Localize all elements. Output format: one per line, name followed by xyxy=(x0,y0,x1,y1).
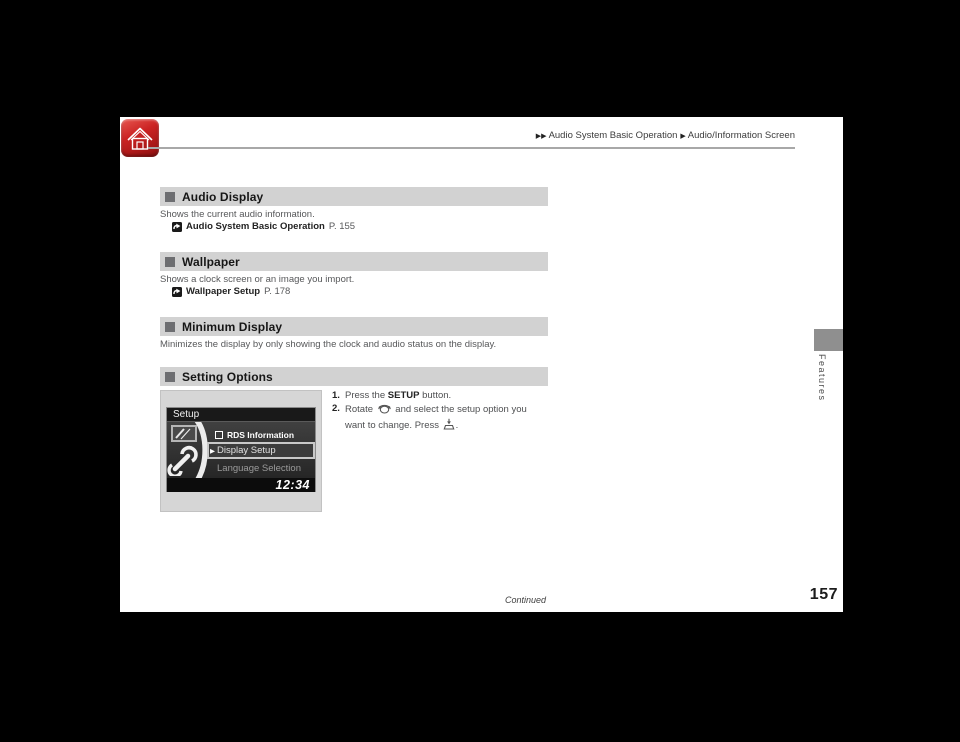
step-text-part: want to change. Press xyxy=(345,420,442,431)
breadcrumb-arrow-icon: ▶ xyxy=(680,132,686,140)
reference-page: P. 155 xyxy=(328,221,356,232)
section-header-wallpaper xyxy=(160,252,548,271)
breadcrumb-subsection-link[interactable]: Audio/Information Screen xyxy=(687,130,795,141)
section-title: Setting Options xyxy=(182,369,273,384)
features-chapter-tab xyxy=(814,329,843,351)
step-text-part: Rotate xyxy=(345,404,376,415)
step-2 xyxy=(332,402,582,434)
step-1 xyxy=(332,389,582,402)
reference-line xyxy=(172,286,290,297)
breadcrumb xyxy=(536,130,795,141)
setup-screen-content xyxy=(167,422,315,478)
breadcrumb-double-arrow-icon: ▶▶ xyxy=(535,132,547,140)
step-text xyxy=(345,402,527,434)
reference-link[interactable]: Audio System Basic Operation xyxy=(186,221,325,232)
page-number: 157 xyxy=(809,586,838,603)
menu-item-label: RDS Information xyxy=(227,430,295,440)
step-text-part: button. xyxy=(419,390,452,401)
section-header-setting-options xyxy=(160,367,548,386)
home-icon[interactable] xyxy=(121,119,159,157)
clock-display: 12:34 xyxy=(275,478,310,492)
step-number: 1. xyxy=(332,390,340,401)
house-glyph xyxy=(121,119,159,157)
header-divider xyxy=(148,147,795,149)
menu-item-language-selection: Language Selection xyxy=(217,463,301,474)
section-body: Minimizes the display by only showing the clock and audio status on the display. xyxy=(160,339,497,350)
step-text-part: . xyxy=(455,420,459,431)
setup-screen-title: Setup xyxy=(167,408,315,422)
manual-page xyxy=(120,117,843,612)
checkbox-icon xyxy=(215,431,223,439)
reference-page: P. 178 xyxy=(264,286,291,297)
menu-item-label: Display Setup xyxy=(217,445,276,456)
rotate-knob-icon xyxy=(377,402,392,418)
reference-arrow-icon xyxy=(172,222,182,232)
section-title: Minimum Display xyxy=(182,319,283,334)
step-text-part: Press the xyxy=(345,390,388,401)
setup-screen-illustration xyxy=(160,390,322,512)
section-header-audio-display xyxy=(160,187,548,206)
features-chapter-label: Features xyxy=(817,354,827,402)
section-bullet-icon xyxy=(165,192,175,202)
section-body: Shows the current audio information. xyxy=(160,209,315,220)
section-bullet-icon xyxy=(165,322,175,332)
section-title: Wallpaper xyxy=(182,254,240,269)
reference-arrow-icon xyxy=(172,287,182,297)
menu-item-display-setup-selected xyxy=(207,442,315,459)
step-text-part: and select the setup option you xyxy=(392,404,527,415)
press-knob-icon xyxy=(443,418,455,434)
setup-screen xyxy=(166,407,316,492)
section-bullet-icon xyxy=(165,372,175,382)
section-bullet-icon xyxy=(165,257,175,267)
step-number: 2. xyxy=(332,403,340,414)
setup-button-label: SETUP xyxy=(387,390,420,401)
section-header-minimum-display xyxy=(160,317,548,336)
section-body: Shows a clock screen or an image you import. xyxy=(160,274,355,285)
reference-link[interactable]: Wallpaper Setup xyxy=(186,286,261,297)
setup-screen-statusbar xyxy=(167,478,315,492)
step-text xyxy=(345,389,451,402)
continued-label: Continued xyxy=(505,595,547,605)
section-title: Audio Display xyxy=(182,189,264,204)
reference-line xyxy=(172,221,355,232)
menu-item-rds xyxy=(215,430,294,440)
instruction-steps xyxy=(332,389,582,434)
selection-cursor-icon: ▶ xyxy=(210,447,215,455)
breadcrumb-section-link[interactable]: Audio System Basic Operation xyxy=(548,130,678,141)
